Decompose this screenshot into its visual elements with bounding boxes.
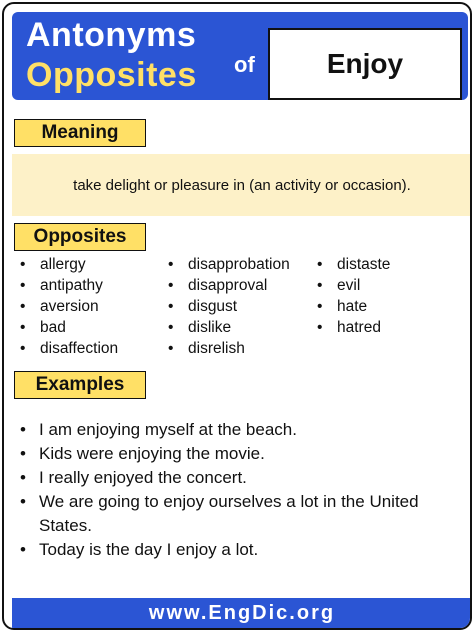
- opposite-word: • dislike: [166, 317, 290, 338]
- opposite-word: • aversion: [18, 296, 118, 317]
- opposite-word: • disrelish: [166, 338, 290, 359]
- opposite-word: • allergy: [18, 254, 118, 275]
- headword: Enjoy: [268, 28, 462, 100]
- examples-list: [18, 418, 458, 562]
- opposite-word: • hate: [315, 296, 390, 317]
- opposite-word: • disaffection: [18, 338, 118, 359]
- opposite-word: • antipathy: [18, 275, 118, 296]
- opposites-column-2: [166, 254, 290, 359]
- footer-website: www.EngDic.org: [12, 598, 472, 628]
- opposites-column-3: [315, 254, 390, 338]
- header-banner: [12, 12, 468, 100]
- opposite-word: • bad: [18, 317, 118, 338]
- opposite-word: • hatred: [315, 317, 390, 338]
- opposite-word: • evil: [315, 275, 390, 296]
- opposites-label: Opposites: [14, 223, 146, 251]
- meaning-text: take delight or pleasure in (an activity or occasion).: [12, 154, 472, 216]
- opposite-word: • disgust: [166, 296, 290, 317]
- opposites-column-1: [18, 254, 118, 359]
- example-sentence: • I am enjoying myself at the beach.: [18, 418, 458, 442]
- example-sentence: • I really enjoyed the concert.: [18, 466, 458, 490]
- opposite-word: • disapprobation: [166, 254, 290, 275]
- example-sentence: • Kids were enjoying the movie.: [18, 442, 458, 466]
- example-sentence: • We are going to enjoy ourselves a lot in the United States.: [18, 490, 458, 538]
- examples-label: Examples: [14, 371, 146, 399]
- opposite-word: • disapproval: [166, 275, 290, 296]
- title-opposites: Opposites: [26, 56, 197, 94]
- meaning-label: Meaning: [14, 119, 146, 147]
- opposite-word: • distaste: [315, 254, 390, 275]
- title-antonyms: Antonyms: [26, 16, 197, 54]
- example-sentence: • Today is the day I enjoy a lot.: [18, 538, 458, 562]
- antonym-card: [2, 2, 472, 630]
- title-of: of: [234, 52, 255, 77]
